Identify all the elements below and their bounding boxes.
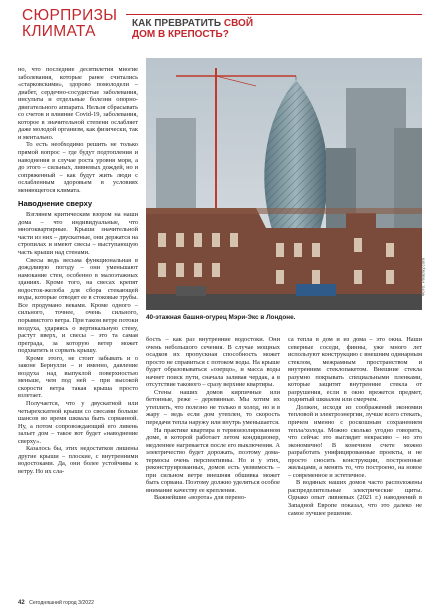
magazine-name: Сегодняшний город — [29, 600, 77, 606]
issue-number: 3/2022 — [78, 600, 94, 606]
photo-caption: 40-этажная башня-огурец Мэри-Экс в Лондоне. — [146, 314, 296, 321]
photo-credit: Фото: Pixabay.com — [420, 258, 425, 297]
paragraph: Взглянем критическим взором на наши дома – что индивидуальные, что многоквартирные. Крыши значительной части из них – двускатные, они держатся на стропилах и имеют свесы – выступающую часть крыши над стенами. — [18, 211, 138, 257]
page-footer — [18, 600, 94, 606]
paragraph: То есть необходимо решить не только прямой вопрос – где будут подтопления и наводнения в случае роста уровня моря, а до этого – сильных, ливневых дождей, но и сопряженный – как будут жить люди с ослабленным здоровьем в условиях меняющегося климата. — [18, 141, 138, 194]
paragraph: В водяных наших домов часто расположены распределительные электрические щиты. Однако опыт ливневых (2021 г.) наводнений в Западной Европе показал, что это далеко не самое лучшее решение. — [288, 479, 422, 517]
right-column — [288, 336, 422, 517]
article-subheading — [132, 18, 253, 40]
page-header — [22, 8, 422, 52]
paragraph: Должен, исходя из соображений экономии тепловой и электроэнергии, лучше всего стекать, причем именно с роскошным сохранением тепла/холода. Можно сколько угодно говорить, что сейчас это выглядит некрасиво – но это экономично! В конечном счете можно разработать унифицированные проекты, и не просто сносить конструкции, построенные жильцами, а менять то, что построено, на новое – современное и эстетичное. — [288, 403, 422, 479]
rubric-line-1: СЮРПРИЗЫ — [22, 7, 118, 24]
page-number: 42 — [18, 600, 25, 606]
left-column — [18, 66, 138, 475]
paragraph: Получается, что у двускатной или четырехскатной крыши со свесами больше шансов во время шквала быть сорванной. Ну, а потом сопровождающий его ливень зальет дом – такое вот будет «наводнение сверху». — [18, 399, 138, 445]
paragraph: Казалось бы, этих недостатков лишены другие крыши – плоские, с внутренними водостоками. Да, они более устойчивы к ветру. Но их сла- — [18, 445, 138, 475]
paragraph: бость – как раз внутренние водостоки. Они очень небольшого сечения. В случае мощных осадков их пропускная способность может просто не справиться с потоком воды. На крыше будет образовываться «озерцо», и масса воды начнет поиск пути, сначала заливая чердак, а в отсутствие такового – сразу верхние квартиры. — [146, 336, 280, 389]
paragraph: Кроме этого, не стоит забывать и о законе Бернулли – и именно, давление воздуха над выпуклой поверхностью меньше, чем под ней – при высокой скорости ветра такая крыша просто взлетает. — [18, 354, 138, 400]
middle-column — [146, 336, 280, 502]
paragraph: Свесы ведь весьма функциональная в дождливую погоду – они уменьшают намокание стен, особенно в малоэтажных зданиях. Кроме того, на свесах крепят водосток-желоба для сбора стекающей воды, которые отводят ее в стоковые трубы. Все продумано веками. Кроме одного – сильного, точнее, очень сильного, порывистого ветра. При таком ветре потоки воздуха, ударяясь о вертикальную стену, растут вверх, и свесы – это та самая преграда, за которую ветер может подхватить и сорвать крышу. — [18, 256, 138, 355]
paragraph: Важнейшие «ворота» для перено- — [154, 494, 247, 502]
subhead-lead: КАК ПРЕВРАТИТЬ — [132, 18, 222, 29]
rubric-line-2: КЛИМАТА — [22, 23, 96, 40]
subhead-accent: СВОЙ — [223, 18, 254, 29]
subhead-line-2: ДОМ В КРЕПОСТЬ? — [132, 29, 229, 40]
section-heading: Наводнение сверху — [18, 199, 93, 209]
paragraph: На практике квартира в термоизолированном доме, в которой работает летом кондиционер, медленнее нагревается после его выключения. А электричество будет дорожать, поэтому дома-термосы очень перспективны. Но и у этих, реконструированных, домов есть уязвимость – при сильном ветре внешняя обшивка может быть сорвана. Поэтому должно уделяться особое внимание качеству ее крепления. — [146, 426, 280, 494]
paragraph: но, что последние десятилетия многие заболевания, которые ранее считались «старковскими», здорово помолодели – диабет, сердечно-сосудистые заболевания, инсульты и отдельные болезни опорно-двигательного аппарата. Нельзя сбрасывать со счетов и влияние Covid-19, заболевания, которое в значительной степени ослабляет даже молодой организм, как физически, так и ментально. — [18, 66, 138, 141]
london-gherkin-photo — [146, 58, 422, 310]
header-divider — [126, 14, 422, 15]
rubric-title — [22, 8, 117, 40]
paragraph: Стены наших домов кирпичные или бетонные, реже – деревянные. Мы хотим их утеплить, что полезно не только в холод, но и в жару – ведь если дом утеплен, то скорость передачи тепла наружу или внутрь уменьшается. — [146, 388, 280, 427]
article-photo — [146, 58, 425, 310]
paragraph: са тепла в дом и из дома – это окна. Наши северные соседи, финны, уже много лет используют конструкцию с внешним одинарным стеклом, межрамным пространством и внутренним стеклопакетом. Внешние стекла разумно покрывать специальными пленками, которые защитят внутренние стекла от разрушения, если в окно врежется предмет, поднятый шквалом или смерчем. — [288, 336, 422, 404]
